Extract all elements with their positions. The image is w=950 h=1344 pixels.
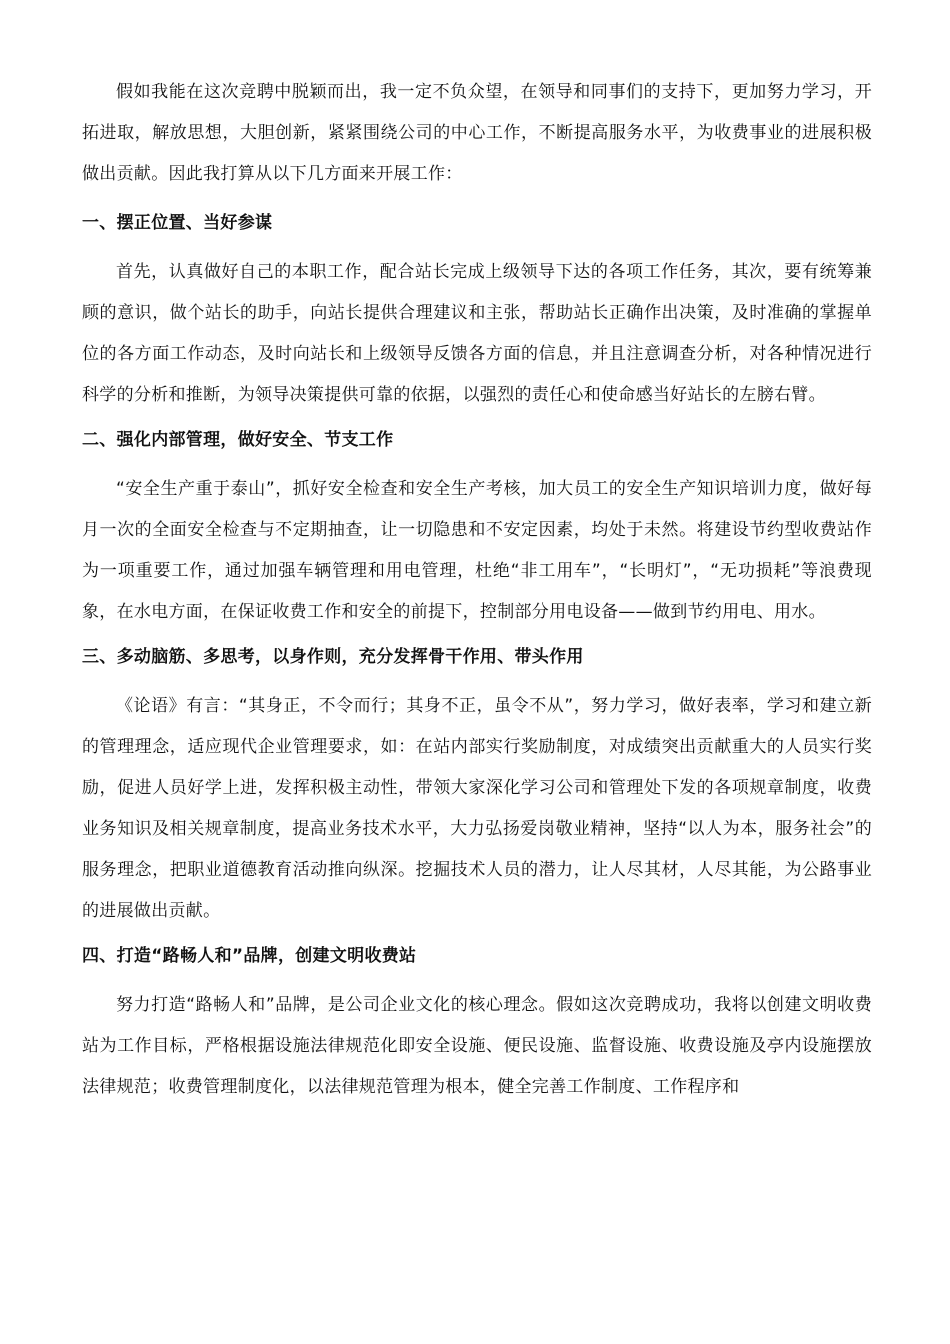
intro-paragraph: 假如我能在这次竞聘中脱颖而出，我一定不负众望，在领导和同事们的支持下，更加努力学习，开拓进取，解放思想，大胆创新，紧紧围绕公司的中心工作，不断提高服务水平，为收费事业的进展积极做出贡献。因此我打算从以下几方面来开展工作： (82, 82, 872, 184)
section-2-paragraph: “安全生产重于泰山”，抓好安全检查和安全生产考核，加大员工的安全生产知识培训力度，做好每月一次的全面安全检查与不定期抽查，让一切隐患和不安定因素，均处于未然。将建设节约型收费站作为一项重要工作，通过加强车辆管理和用电管理，杜绝“非工用车”，“长明灯”，“无功损耗”等浪费现象，在水电方面，在保证收费工作和安全的前提下，控制部分用电设备——做到节约用电、用水。 (82, 479, 872, 622)
section-heading-1: 一、摆正位置、当好参谋 (82, 213, 273, 233)
document-page (82, 72, 872, 1112)
section-1-paragraph: 首先，认真做好自己的本职工作，配合站长完成上级领导下达的各项工作任务，其次，要有统筹兼顾的意识，做个站长的助手，向站长提供合理建议和主张，帮助站长正确作出决策，及时准确的掌握单位的各方面工作动态，及时向站长和上级领导反馈各方面的信息，并且注意调查分析，对各种情况进行科学的分析和推断，为领导决策提供可靠的依据，以强烈的责任心和使命感当好站长的左膀右臂。 (82, 262, 872, 405)
section-heading-2: 二、强化内部管理，做好安全、节支工作 (82, 430, 394, 450)
section-heading-4: 四、打造“路畅人和”品牌，创建文明收费站 (82, 946, 417, 966)
section-3-paragraph: 《论语》有言：“其身正，不令而行；其身不正，虽令不从”，努力学习，做好表率，学习和建立新的管理理念，适应现代企业管理要求，如：在站内部实行奖励制度，对成绩突出贡献重大的人员实行奖励，促进人员好学上进，发挥积极主动性，带领大家深化学习公司和管理处下发的各项规章制度，收费业务知识及相关规章制度，提高业务技术水平，大力弘扬爱岗敬业精神，坚持“以人为本，服务社会”的服务理念，把职业道德教育活动推向纵深。挖掘技术人员的潜力，让人尽其材，人尽其能，为公路事业的进展做出贡献。 (82, 696, 872, 921)
section-4-paragraph: 努力打造“路畅人和”品牌，是公司企业文化的核心理念。假如这次竞聘成功，我将以创建文明收费站为工作目标，严格根据设施法律规范化即安全设施、便民设施、监督设施、收费设施及亭内设施摆放法律规范；收费管理制度化，以法律规范管理为根本，健全完善工作制度、工作程序和 (82, 995, 872, 1097)
section-heading-3: 三、多动脑筋、多思考，以身作则，充分发挥骨干作用、带头作用 (82, 647, 584, 667)
